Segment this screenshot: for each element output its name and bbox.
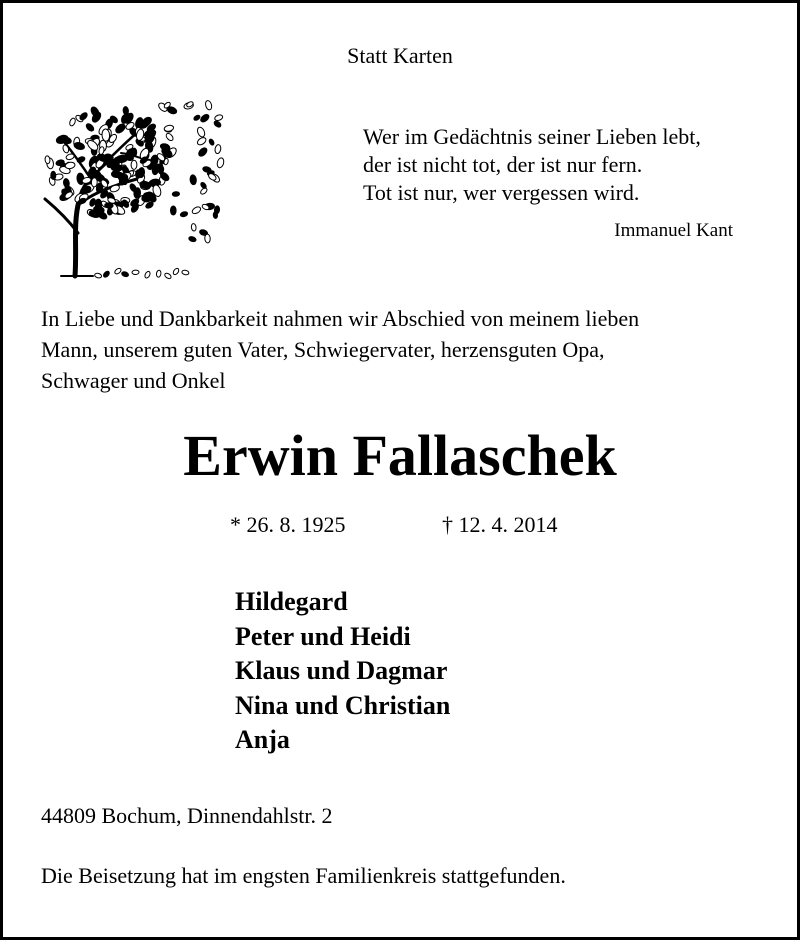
intro-line: In Liebe und Dankbarkeit nahmen wir Abschied von meinem lieben	[41, 306, 640, 331]
quote-line: Tot ist nur, wer vergessen wird.	[363, 180, 640, 205]
deceased-name: Erwin Fallaschek	[183, 423, 617, 488]
burial-note: Die Beisetzung hat im engsten Familienkreis stattgefunden.	[41, 863, 566, 888]
quote-line: Wer im Gedächtnis seiner Lieben lebt,	[363, 124, 701, 149]
quote-line: der ist nicht tot, der ist nur fern.	[363, 152, 643, 177]
family-list	[235, 585, 450, 758]
birth-date: * 26. 8. 1925	[230, 512, 346, 537]
family-member: Nina und Christian	[235, 690, 451, 720]
intro-line: Schwager und Onkel	[41, 368, 226, 393]
quote-author: Immanuel Kant	[614, 220, 733, 241]
windblown-tree-icon	[31, 83, 231, 283]
intro-text	[41, 303, 639, 396]
family-member: Peter und Heidi	[235, 621, 411, 651]
header-statt-karten: Statt Karten	[347, 43, 453, 68]
quote-block	[363, 123, 701, 207]
death-date: † 12. 4. 2014	[442, 512, 558, 537]
family-member: Klaus und Dagmar	[235, 656, 448, 685]
family-member: Hildegard	[235, 587, 348, 616]
intro-line: Mann, unserem guten Vater, Schwiegervater, herzensguten Opa,	[41, 337, 605, 362]
address: 44809 Bochum, Dinnendahlstr. 2	[41, 803, 333, 828]
family-member: Anja	[235, 725, 290, 754]
